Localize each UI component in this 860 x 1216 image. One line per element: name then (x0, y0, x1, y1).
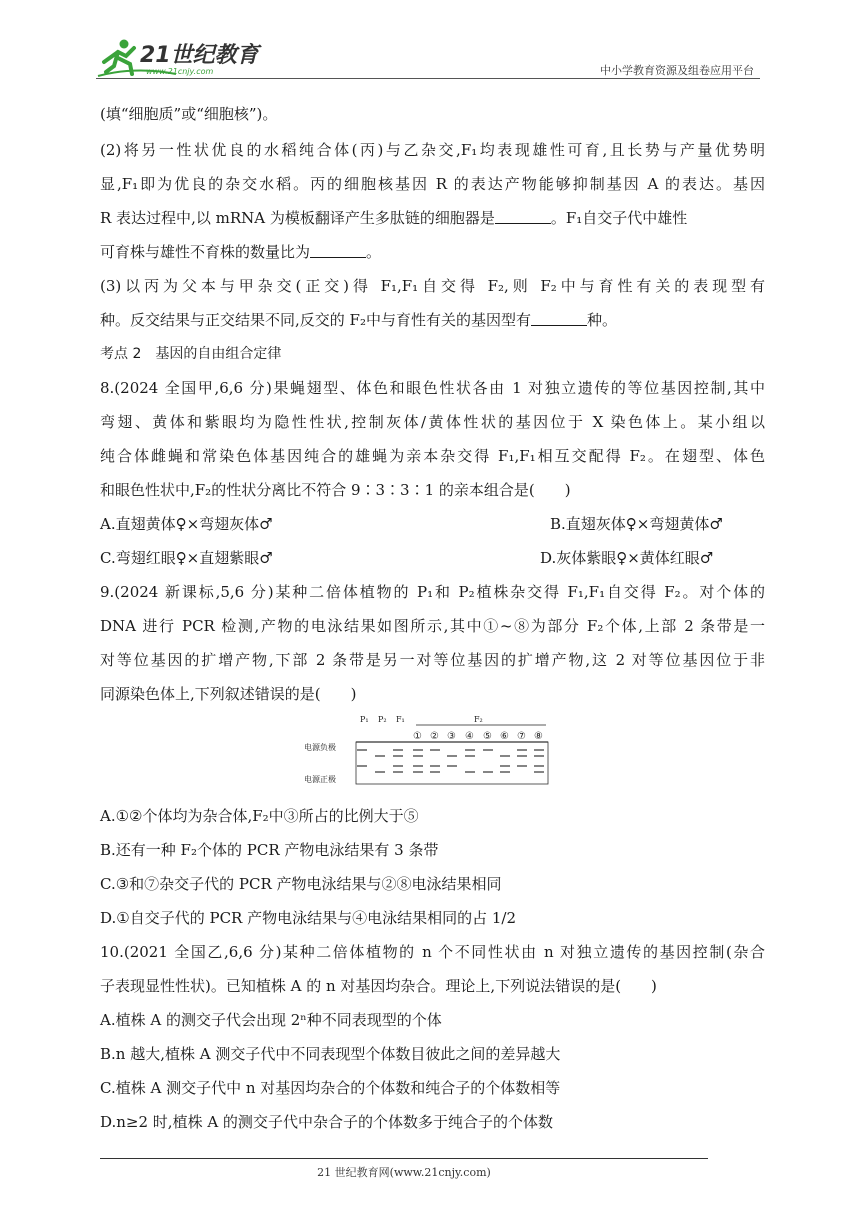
q10-option-b: B.n 越大,植株 A 测交子代中不同表现型个体数目彼此之间的差异越大 (100, 1045, 561, 1063)
f2-lane-number: ⑦ (517, 731, 526, 742)
text-line: (2)将另一性状优良的水稻纯合体(丙)与乙杂交,F₁均表现雄性可育,且长势与产量优势明 (100, 141, 765, 159)
gel-frame (356, 742, 548, 784)
answer-blank (310, 243, 366, 258)
gel-electrophoresis-figure (300, 712, 550, 790)
q9-stem: 同源染色体上,下列叙述错误的是( ) (100, 685, 357, 703)
q8-stem: 纯合体雌蝇和常染色体基因纯合的雄蝇为亲本杂交得 F₁,F₁相互交配得 F₂。在翅型、体色 (100, 447, 765, 465)
q8-stem: 弯翅、黄体和紫眼均为隐性性状,控制灰体/黄体性状的基因位于 X 染色体上。某小组以 (100, 413, 765, 431)
lane-label-p2: P₂ (378, 715, 387, 724)
text-line: 种。反交结果与正交结果不同,反交的 F₂中与育性有关的基因型有 种。 (100, 311, 617, 329)
q9-stem: DNA 进行 PCR 检测,产物的电泳结果如图所示,其中①~⑧为部分 F₂个体,上部 2 条带是一 (100, 617, 765, 635)
q10-option-c: C.植株 A 测交子代中 n 对基因均杂合的个体数和纯合子的个体数相等 (100, 1079, 561, 1097)
negative-pole-label: 电源负极 (304, 743, 336, 752)
f2-lane-number: ④ (465, 731, 474, 742)
q9-option-c: C.③和⑦杂交子代的 PCR 产物电泳结果与②⑧电泳结果相同 (100, 875, 502, 893)
f2-lane-number: ⑥ (500, 731, 509, 742)
svg-text:www.21cnjy.com: www.21cnjy.com (146, 67, 214, 76)
section-title: 考点 2 基因的自由组合定律 (100, 346, 282, 362)
lane-label-p1: P₁ (360, 715, 369, 724)
f2-lane-number: ① (413, 731, 422, 742)
answer-blank (531, 311, 587, 326)
q9-option-d: D.①自交子代的 PCR 产物电泳结果与④电泳结果相同的占 1/2 (100, 909, 517, 927)
answer-blank (495, 209, 551, 224)
q8-option-d: D.灰体紫眼♀×黄体红眼♂ (540, 549, 714, 567)
f2-lane-number: ⑧ (534, 731, 543, 742)
q8-stem: 和眼色性状中,F₂的性状分离比不符合 9∶3∶3∶1 的亲本组合是( ) (100, 481, 571, 499)
footer-divider (100, 1158, 708, 1159)
q8-option-c: C.弯翅红眼♀×直翅紫眼♂ (100, 549, 273, 567)
q9-option-a: A.①②个体均为杂合体,F₂中③所占的比例大于⑤ (100, 807, 419, 825)
text-line: (填“细胞质”或“细胞核”)。 (100, 105, 278, 123)
q9-stem: 对等位基因的扩增产物,下部 2 条带是另一对等位基因的扩增产物,这 2 对等位基因位于非 (100, 651, 765, 669)
f2-lane-number: ⑤ (483, 731, 492, 742)
q10-stem: 10.(2021 全国乙,6,6 分)某种二倍体植物的 n 个不同性状由 n 对独立遗传的基因控制(杂合 (100, 943, 765, 961)
q9-stem: 9.(2024 新课标,5,6 分)某种二倍体植物的 P₁和 P₂植株杂交得 F₁,F₁自交得 F₂。对个体的 (100, 583, 765, 601)
lane-label-f1: F₁ (396, 715, 405, 724)
page-header (96, 36, 760, 80)
logo-icon (96, 36, 266, 78)
platform-name: 中小学教育资源及组卷应用平台 (600, 64, 754, 77)
svg-text:21世纪教育: 21世纪教育 (140, 43, 259, 68)
text-line: 显,F₁即为优良的杂交水稻。丙的细胞核基因 R 的表达产物能够抑制基因 A 的表达。基因 (100, 175, 765, 193)
q10-option-a: A.植株 A 的测交子代会出现 2ⁿ种不同表现型的个体 (100, 1011, 442, 1029)
text-line: 可育株与雄性不育株的数量比为 。 (100, 243, 382, 261)
q10-stem: 子表现显性性状)。已知植株 A 的 n 对基因均杂合。理论上,下列说法错误的是( ) (100, 977, 657, 995)
f2-lane-number: ③ (447, 731, 456, 742)
q9-option-b: B.还有一种 F₂个体的 PCR 产物电泳结果有 3 条带 (100, 841, 439, 859)
q10-option-d: D.n≥2 时,植株 A 的测交子代中杂合子的个体数多于纯合子的个体数 (100, 1113, 553, 1131)
lane-label-f2: F₂ (474, 715, 483, 724)
text-line: (3)以丙为父本与甲杂交(正交)得 F₁,F₁自交得 F₂,则 F₂中与育性有关的表现型有 (100, 277, 765, 295)
positive-pole-label: 电源正极 (304, 775, 336, 784)
q8-option-b: B.直翅灰体♀×弯翅黄体♂ (550, 515, 723, 533)
q8-stem: 8.(2024 全国甲,6,6 分)果蝇翅型、体色和眼色性状各由 1 对独立遗传的等位基因控制,其中 (100, 379, 765, 397)
f2-lane-number: ② (430, 731, 439, 742)
header-divider (96, 78, 760, 79)
text-line: R 表达过程中,以 mRNA 为模板翻译产生多肽链的细胞器是 。F₁自交子代中雄性 (100, 209, 688, 227)
q8-option-a: A.直翅黄体♀×弯翅灰体♂ (100, 515, 273, 533)
footer-text: 21 世纪教育网(www.21cnjy.com) (317, 1166, 491, 1179)
